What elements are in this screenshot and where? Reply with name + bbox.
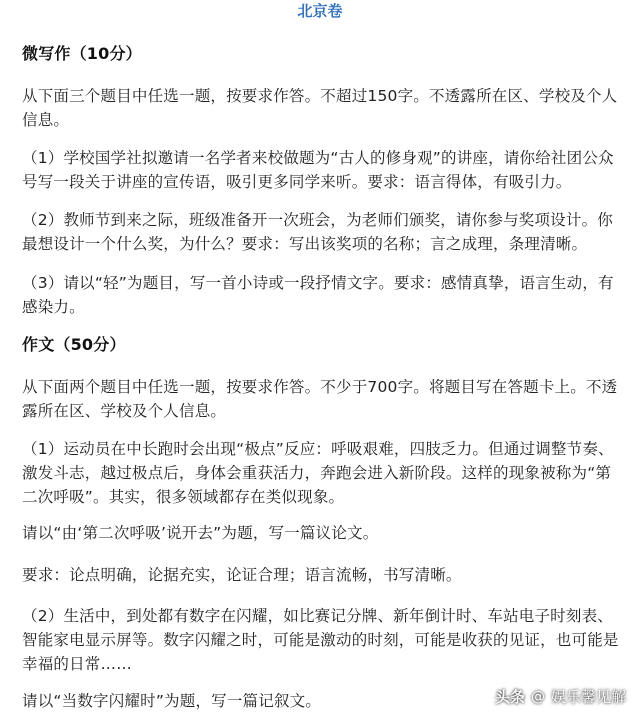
page-title: 北京卷: [297, 2, 343, 20]
essay-question-1: （1）运动员在中长跑时会出现“极点”反应：呼吸艰难，四肢乏力。但通过调整节奏、激发斗志，越过极点后，身体会重获活力，奔跑会进入新阶段。这样的现象被称为“第二次呼吸”。其实，很多领域都存在类似现象。: [22, 440, 614, 506]
at-icon: @: [530, 688, 545, 705]
essay-question-2-task: 请以“当数字闪耀时”为题，写一篇记叙文。: [22, 692, 322, 710]
watermark: [495, 686, 626, 707]
micro-writing-question-2: （2）教师节到来之际，班级准备开一次班会，为老师们颁奖，请你参与奖项设计。你最想设计一个什么奖，为什么？要求：写出该奖项的名称；言之成理，条理清晰。: [22, 211, 613, 253]
micro-writing-heading: 微写作（10分）: [22, 44, 142, 63]
essay-question-1-requirements: 要求：论点明确，论据充实，论证合理；语言流畅，书写清晰。: [22, 566, 462, 584]
micro-writing-question-1: （1）学校国学社拟邀请一名学者来校做题为“古人的修身观”的讲座，请你给社团公众号写一段关于讲座的宣传语，吸引更多同学来听。要求：语言得体，有吸引力。: [22, 149, 614, 191]
essay-instructions: 从下面两个题目中任选一题，按要求作答。不少于700字。将题目写在答题卡上。不透露所在区、学校及个人信息。: [22, 378, 618, 420]
watermark-platform: 头条: [494, 688, 525, 706]
watermark-account: 娱乐馨见解: [550, 688, 626, 706]
micro-writing-instructions: 从下面三个题目中任选一题，按要求作答。不超过150字。不透露所在区、学校及个人信息。: [22, 87, 618, 129]
micro-writing-question-3: （3）请以“轻”为题目，写一首小诗或一段抒情文字。要求：感情真挚，语言生动，有感染力。: [22, 274, 614, 316]
essay-question-1-task: 请以“由‘第二次呼吸’说开去”为题，写一篇议论文。: [22, 524, 379, 542]
essay-question-2: （2）生活中，到处都有数字在闪耀，如比赛记分牌、新年倒计时、车站电子时刻表、智能家电显示屏等。数字闪耀之时，可能是激动的时刻，可能是收获的见证，也可能是幸福的日常……: [22, 607, 619, 673]
essay-heading: 作文（50分）: [22, 335, 126, 354]
